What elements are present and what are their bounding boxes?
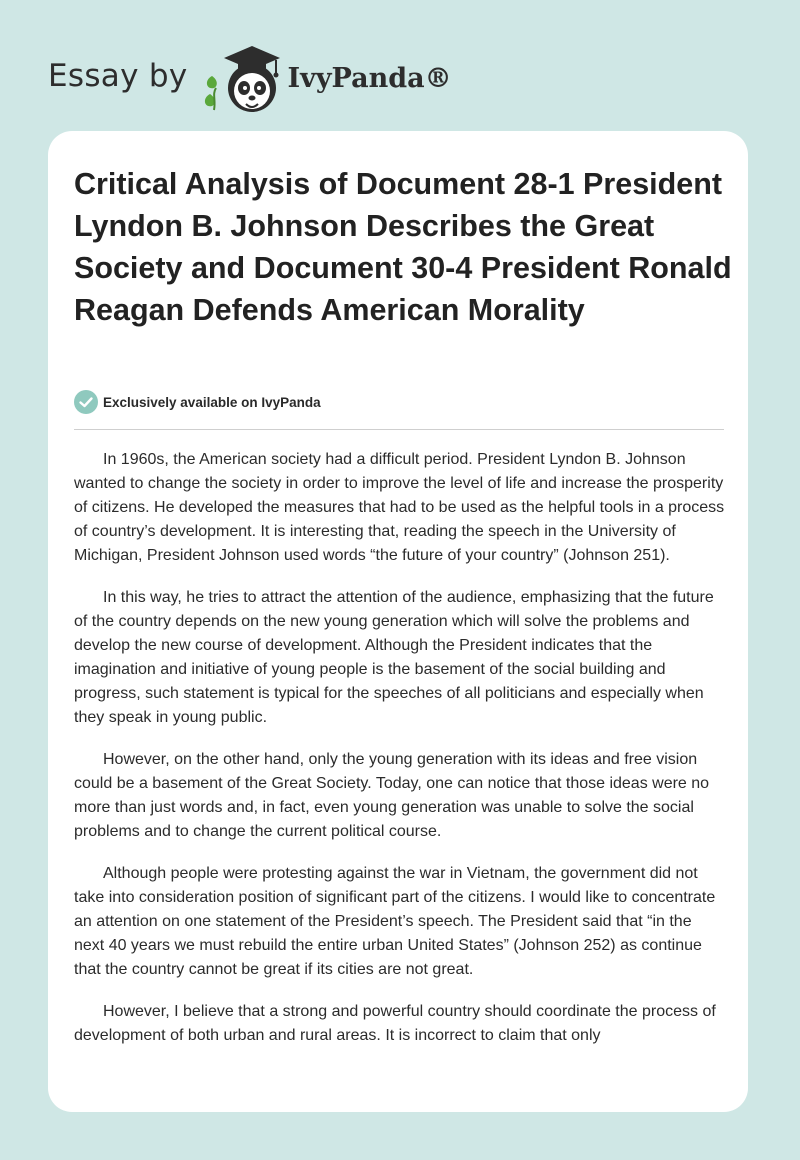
paragraph: Although people were protesting against the war in Vietnam, the government did not take into consideration position of significant part of the citizens. I would like to concentrate an attention on one statement of the President’s speech. The President said that “in the next 40 years we must rebuild the entire urban United States” (Johnson 252) as continue that the country cannot be great if its cities are not great.	[74, 865, 716, 978]
site-header	[48, 36, 452, 116]
essay-card	[48, 131, 748, 1112]
paragraph: However, on the other hand, only the young generation with its ideas and free vision could be a basement of the Great Society. Today, one can notice that those ideas were no more than just words and, in fact, even young generation was unable to solve the social problems and to change the current political course.	[74, 751, 710, 840]
exclusive-label: Exclusively available on IvyPanda	[103, 394, 321, 410]
essay-by-label: Essay by	[48, 58, 188, 94]
paragraph: However, I believe that a strong and powerful country should coordinate the process of development of both urban and rural areas. It is incorrect to claim that only	[74, 1003, 716, 1044]
essay-title: Critical Analysis of Document 28-1 President Lyndon B. Johnson Describes the Great Society and Document 30-4 President Ronald Reagan Defends American Morality	[74, 167, 732, 327]
paragraph: In 1960s, the American society had a difficult period. President Lyndon B. Johnson wanted to change the society in order to improve the level of life and increase the prosperity of citizens. He developed the measures that had to be used as the helpful tools in a process of country’s development. It is interesting that, reading the speech in the University of Michigan, President Johnson used words “the future of your country” (Johnson 251).	[74, 451, 725, 564]
exclusive-badge	[74, 390, 321, 414]
essay-body	[74, 448, 726, 1066]
paragraph: In this way, he tries to attract the attention of the audience, emphasizing that the future of the country depends on the new young generation which will solve the problems and develop the new course of development. Although the President indicates that the imagination and initiative of young people is the basement of the social building and progress, such statement is typical for the speeches of all politicians and especially when they speak in young public.	[74, 589, 714, 726]
divider	[74, 429, 724, 430]
brand-name[interactable]: IvyPanda®	[287, 62, 452, 94]
panda-graduate-icon[interactable]	[202, 36, 284, 116]
check-circle-icon	[74, 390, 98, 414]
